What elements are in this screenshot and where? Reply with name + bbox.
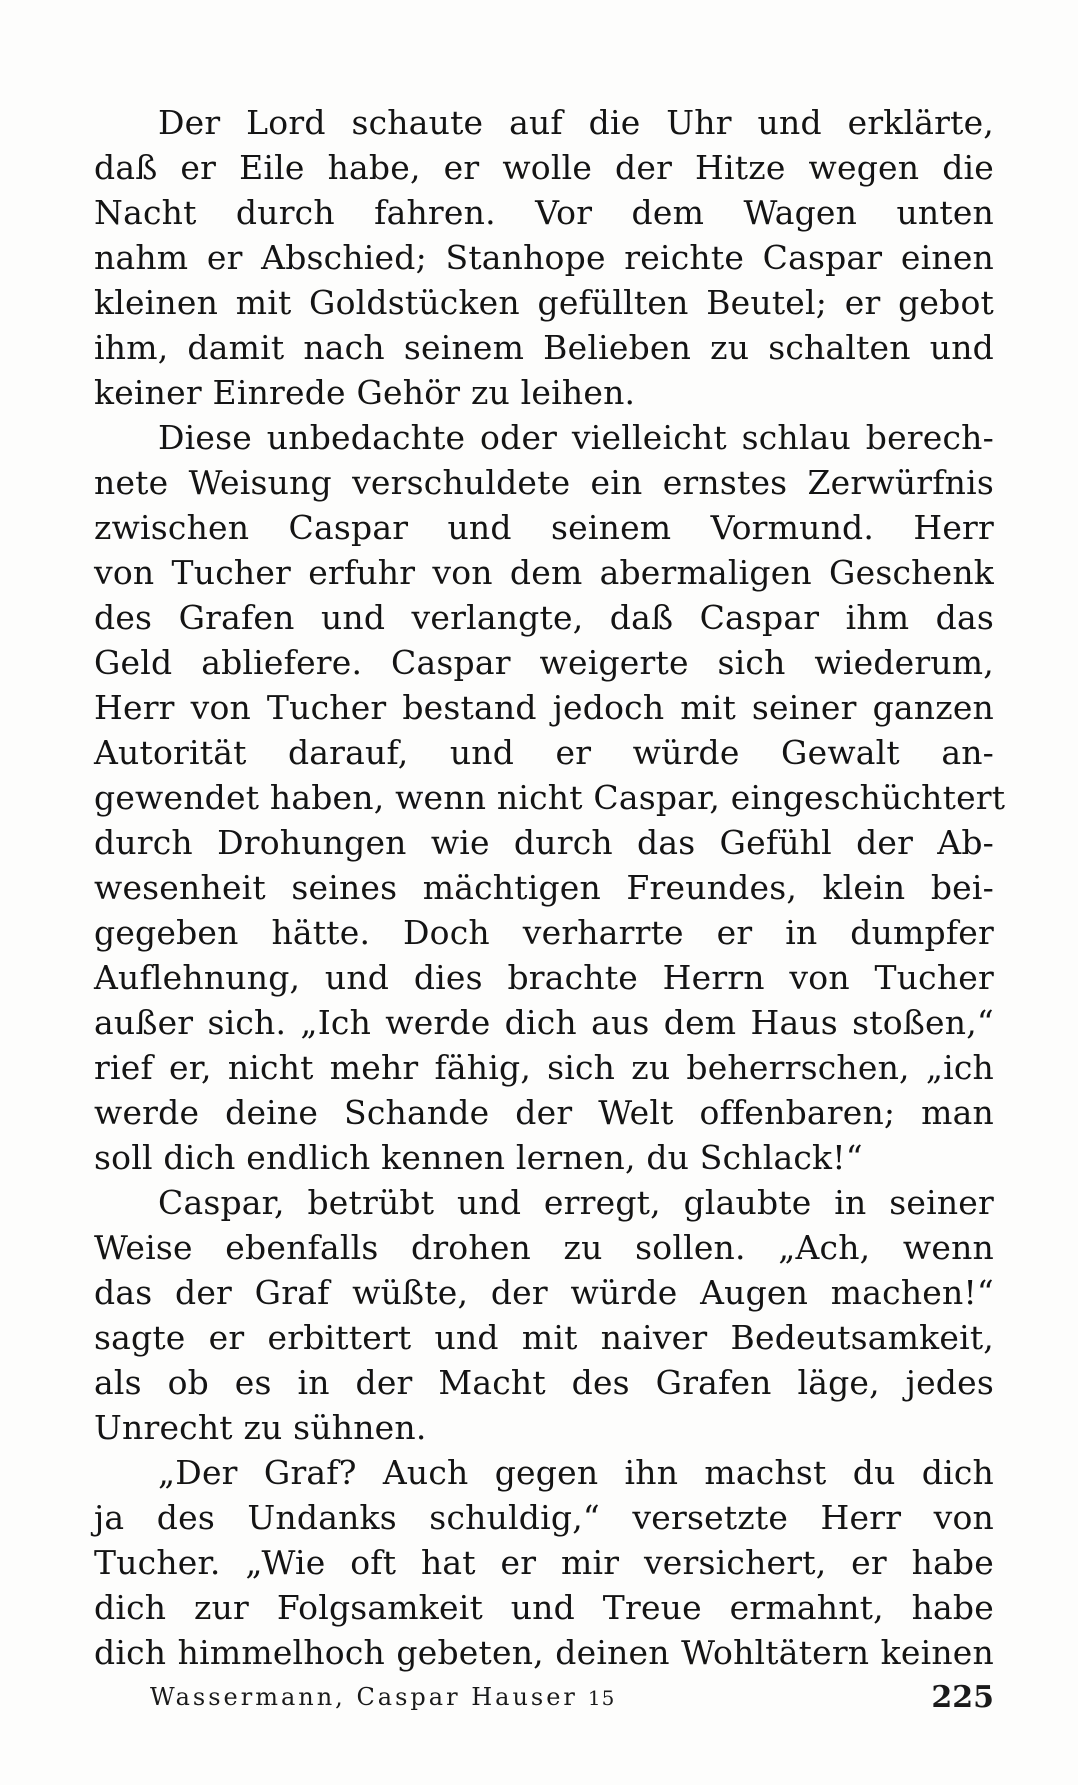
text-line: werde deine Schande der Welt offenbaren; man (94, 1093, 994, 1132)
text-line: außer sich. „Ich werde dich aus dem Haus stoßen,“ (94, 1003, 994, 1042)
text-line: „Der Graf? Auch gegen ihn machst du dich (158, 1453, 994, 1492)
text-line: Caspar, betrübt und erregt, glaubte in seiner (158, 1183, 994, 1222)
text-line: kleinen mit Goldstücken gefüllten Beutel; er gebot (94, 283, 994, 322)
text-line: nete Weisung verschuldete ein ernstes Zerwürfnis (94, 463, 994, 502)
text-line: Herr von Tucher bestand jedoch mit seiner ganzen (94, 688, 994, 727)
running-title (150, 1675, 615, 1721)
text-line: keiner Einrede Gehör zu leihen. (94, 373, 636, 412)
text-line: das der Graf wüßte, der würde Augen machen!“ (94, 1273, 994, 1312)
text-line: durch Drohungen wie durch das Gefühl der Ab- (94, 823, 994, 862)
text-line: gegeben hätte. Doch verharrte er in dumpfer (94, 913, 994, 952)
text-line: Geld abliefere. Caspar weigerte sich wiederum, (94, 643, 994, 682)
text-line: ja des Undanks schuldig,“ versetzte Herr von (94, 1498, 994, 1537)
text-line: Der Lord schaute auf die Uhr und erklärte, (158, 103, 994, 142)
text-line: dich zur Folgsamkeit und Treue ermahnt, habe (94, 1588, 994, 1627)
text-line: Weise ebenfalls drohen zu sollen. „Ach, wenn (94, 1228, 994, 1267)
text-line: Unrecht zu sühnen. (94, 1408, 427, 1447)
body-text (94, 100, 1006, 1675)
text-line: ihm, damit nach seinem Belieben zu schalten und (94, 328, 994, 367)
text-line: soll dich endlich kennen lernen, du Schlack!“ (94, 1138, 863, 1177)
text-line: Auflehnung, und dies brachte Herrn von Tucher (94, 958, 994, 997)
page-number: 225 (931, 1680, 994, 1715)
text-line: Tucher. „Wie oft hat er mir versichert, er habe (94, 1543, 994, 1582)
text-line: daß er Eile habe, er wolle der Hitze wegen die (94, 148, 994, 187)
running-title-text: Wassermann, Caspar Hauser (150, 1683, 578, 1711)
text-line: rief er, nicht mehr fähig, sich zu beherrschen, „ich (94, 1048, 994, 1087)
text-line: Diese unbedachte oder vielleicht schlau berech- (158, 418, 994, 457)
text-line: wesenheit seines mächtigen Freundes, klein bei- (94, 868, 994, 907)
printer-signature: 15 (587, 1686, 616, 1710)
text-line: gewendet haben, wenn nicht Caspar, eingeschüchtert (94, 778, 1006, 817)
text-line: von Tucher erfuhr von dem abermaligen Geschenk (94, 553, 994, 592)
text-line: des Grafen und verlangte, daß Caspar ihm das (94, 598, 994, 637)
text-line: dich himmelhoch gebeten, deinen Wohltätern keinen (94, 1633, 994, 1672)
text-line: Nacht durch fahren. Vor dem Wagen unten (94, 193, 994, 232)
text-line: sagte er erbittert und mit naiver Bedeutsamkeit, (94, 1318, 994, 1357)
text-line: Autorität darauf, und er würde Gewalt an- (94, 733, 994, 772)
page-footer (150, 1675, 994, 1720)
text-line: als ob es in der Macht des Grafen läge, jedes (94, 1363, 994, 1402)
text-line: zwischen Caspar und seinem Vormund. Herr (94, 508, 994, 547)
text-line: nahm er Abschied; Stanhope reichte Caspar einen (94, 238, 994, 277)
